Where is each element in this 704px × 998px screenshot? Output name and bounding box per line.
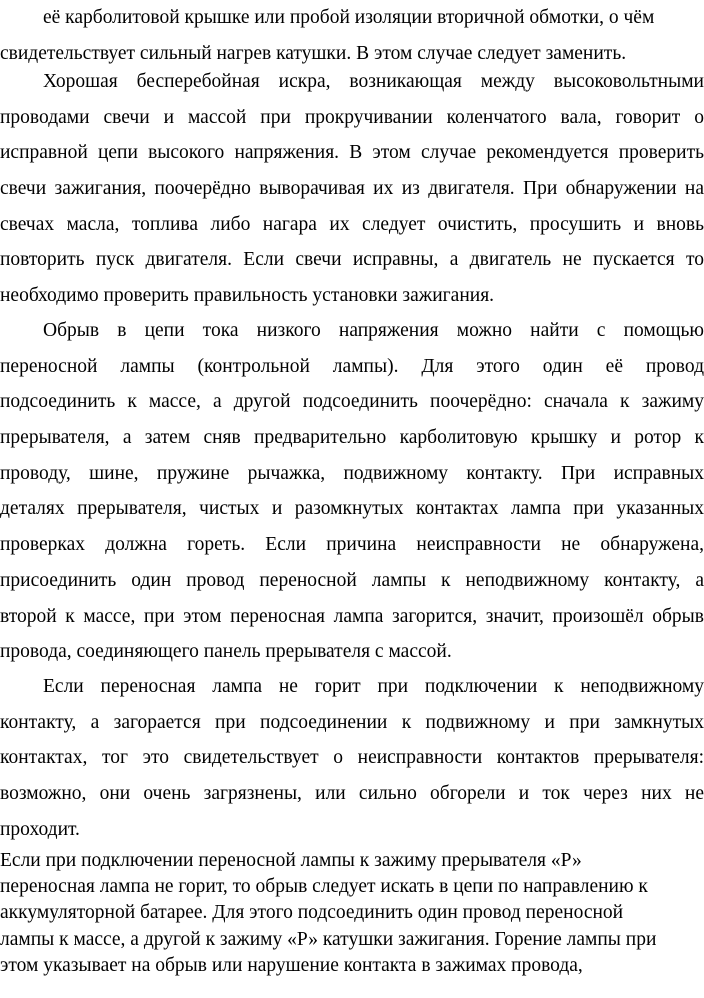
text-line: исправной цепи высокого напряжения. В этом случае рекомендуется проверить [0, 142, 704, 164]
text-line: повторить пуск двигателя. Если свечи исправны, а двигатель не пускается то [0, 249, 704, 271]
text-line: проводами свечи и массой при прокручивании коленчатого вала, говорит о [0, 106, 704, 128]
text-line: Хорошая бесперебойная искра, возникающая между высоковольтными [43, 71, 704, 92]
text-line: свечи зажигания, поочерёдно выворачивая их из двигателя. При обнаружении на [0, 178, 704, 200]
text-line: провода, соединяющего панель прерывателя с массой. [0, 641, 452, 663]
text-line: проверках должна гореть. Если причина неисправности не обнаружена, [0, 534, 704, 556]
text-line: свидетельствует сильный нагрев катушки. В этом случае следует заменить. [0, 42, 627, 64]
paragraph-5 [0, 848, 704, 979]
text-line: лампы к массе, а другой к зажиму «Р» катушки зажигания. Горение лампы при [0, 928, 657, 950]
text-line: проводу, шине, пружине рычажка, подвижному контакту. При исправных [0, 462, 704, 484]
text-line: необходимо проверить правильность установки зажигания. [0, 285, 495, 307]
text-line: присоединить один провод переносной лампы к неподвижному контакту, а [0, 569, 704, 591]
paragraph-1 [0, 0, 704, 71]
text-line: переносной лампы (контрольной лампы). Для этого один её провод [0, 355, 704, 377]
text-line: прерывателя, а затем сняв предварительно карболитовую крышку и ротор к [0, 427, 704, 449]
paragraph-2 [0, 64, 704, 314]
text-line: проходит. [0, 818, 80, 840]
text-line: свечах масла, топлива либо нагара их следует очистить, просушить и вновь [0, 213, 704, 235]
text-line: аккумуляторной батарее. Для этого подсоединить один провод переносной [0, 902, 624, 924]
text-line: этом указывает на обрыв или нарушение контакта в зажимах провода, [0, 954, 583, 976]
text-line: деталях прерывателя, чистых и разомкнутых контактах лампа при указанных [0, 498, 704, 520]
text-line: возможно, они очень загрязнены, или сильно обгорели и ток через них не [0, 783, 704, 805]
text-line: контакту, а загорается при подсоединении к подвижному и при замкнутых [0, 711, 704, 733]
paragraph-4 [0, 669, 704, 847]
text-line: Если при подключении переносной лампы к зажиму прерывателя «Р» [0, 850, 582, 871]
text-line: подсоединить к массе, а другой подсоединить поочерёдно: сначала к зажиму [0, 391, 704, 413]
text-line: второй к массе, при этом переносная лампа загорится, значит, произошёл обрыв [0, 605, 704, 627]
paragraph-3 [0, 313, 704, 670]
text-line: Если переносная лампа не горит при подключении к неподвижному [43, 676, 704, 697]
text-line: контактах, тог это свидетельствует о неисправности контактов прерывателя: [0, 747, 704, 769]
text-line: переносная лампа не горит, то обрыв следует искать в цепи по направлению к [0, 876, 648, 898]
text-line: Обрыв в цепи тока низкого напряжения можно найти с помощью [43, 320, 704, 341]
text-line: её карболитовой крышке или пробой изоляции вторичной обмотки, о чём [43, 7, 655, 28]
